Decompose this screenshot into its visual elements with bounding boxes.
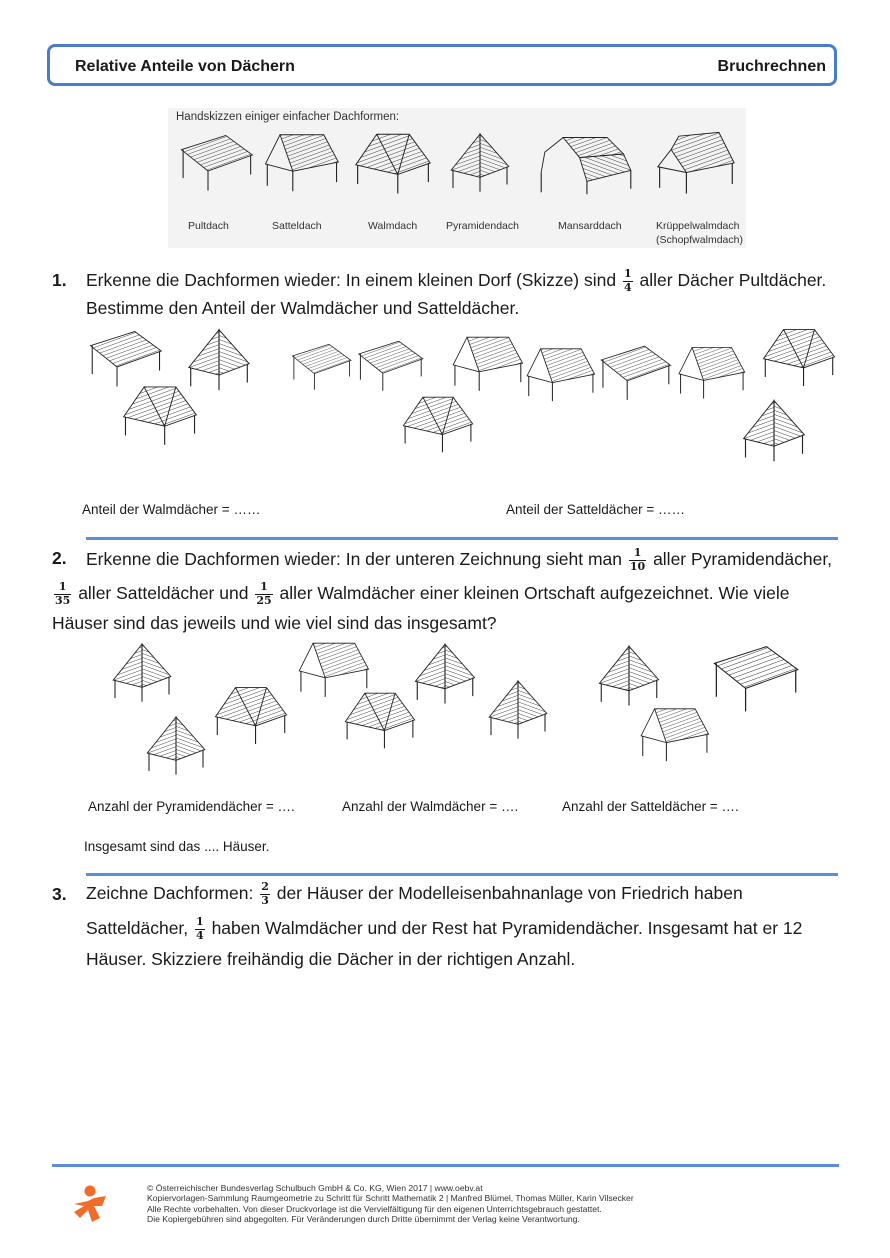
label-krueppelwalmdach: Krüppelwalmdach: [656, 220, 740, 232]
fraction: [623, 268, 633, 294]
task-text: Erkenne die Dachformen wieder: In einem kleinen Dorf (Skizze) sind: [86, 270, 617, 290]
label-pyramidendach: Pyramidendach: [446, 220, 519, 232]
answer-sattel-count[interactable]: Anzahl der Satteldächer = ….: [562, 799, 739, 814]
fraction: [255, 581, 272, 607]
sketch-heading: Handskizzen einiger einfacher Dachformen:: [176, 111, 400, 123]
answer-pyramid-count[interactable]: Anzahl der Pyramidendächer = ….: [88, 799, 295, 814]
house-pyramid: [482, 674, 554, 744]
numerator: 1: [255, 581, 272, 595]
pyramidendach-drawing: [444, 128, 516, 196]
label-satteldach: Satteldach: [272, 220, 322, 232]
house-walm: [398, 390, 478, 456]
task-number: 3.: [52, 884, 67, 904]
label-pultdach: Pultdach: [188, 220, 229, 232]
pultdach-drawing: [176, 130, 256, 196]
task-text: der Häuser der Modelleisenbahnanlage von Friedrich haben: [276, 883, 743, 903]
answer-total-houses[interactable]: Insgesamt sind das .... Häuser.: [84, 839, 270, 854]
fraction: [629, 547, 646, 573]
task-text-line: [86, 542, 856, 576]
house-pult: [354, 334, 426, 398]
task-2: [52, 542, 862, 634]
house-pult: [288, 334, 354, 400]
numerator: 1: [196, 915, 204, 929]
task-text-line: Häuser sind das jeweils und wie viel sind das insgesamt?: [52, 613, 497, 633]
task-text-line: [86, 876, 856, 910]
task-text: aller Walmdächer einer kleinen Ortschaft aufgezeichnet. Wie viele: [279, 583, 790, 603]
denominator: 10: [629, 559, 646, 573]
task-text-line: [52, 576, 822, 610]
subject-label: Bruchrechnen: [717, 58, 826, 75]
denominator: 35: [55, 593, 71, 607]
task-number: 2.: [52, 548, 67, 568]
house-walm: [118, 380, 202, 448]
roof-types-sketch: [168, 108, 746, 248]
denominator: 3: [261, 893, 269, 907]
footer-line: Kopiervorlagen-Sammlung Raumgeometrie zu Schritt für Schritt Mathematik 2 | Manfred Blümel, Thomas Müller, Karin Vilsecker: [147, 1193, 634, 1204]
answer-walm-share[interactable]: Anteil der Walmdächer = ……: [82, 502, 261, 517]
task-text: haben Walmdächer und der Rest hat Pyramidendächer. Insgesamt hat er 12: [211, 918, 803, 938]
label-walmdach: Walmdach: [368, 220, 418, 232]
krueppelwalmdach-drawing: [652, 128, 738, 196]
task-1: [52, 267, 862, 327]
footer-copyright: [147, 1183, 634, 1224]
task-text: Satteldächer,: [86, 918, 189, 938]
mansarddach-drawing: [534, 132, 638, 196]
page-title: Relative Anteile von Dächern: [75, 58, 295, 75]
publisher-logo-icon: [70, 1184, 110, 1224]
house-pyramid: [408, 638, 482, 708]
task-text-line: [86, 910, 856, 946]
task-text: aller Satteldächer und: [78, 583, 249, 603]
walmdach-drawing: [350, 128, 436, 196]
numerator: 2: [261, 880, 269, 894]
footer-line: Die Kopiergebühren sind abgegolten. Für Veränderungen durch Dritte übernimmt der Verlag keine Verantwortung.: [147, 1213, 580, 1224]
footer-separator: [52, 1164, 839, 1167]
task-text-line: Bestimme den Anteil der Walmdächer und Satteldächer.: [86, 297, 520, 318]
numerator: 1: [629, 547, 646, 561]
task-3: [52, 876, 862, 972]
footer-line: © Österreichischer Bundesverlag Schulbuch GmbH & Co. KG, Wien 2017 | www.oebv.at: [147, 1183, 483, 1193]
task-number: 1.: [52, 270, 67, 290]
task-text-line: Häuser. Skizziere freihändig die Dächer in der richtigen Anzahl.: [86, 949, 576, 969]
answer-walm-count[interactable]: Anzahl der Walmdächer = ….: [342, 799, 519, 814]
fraction: [54, 581, 71, 607]
house-pult: [596, 340, 674, 406]
fraction: [260, 881, 270, 907]
house-pyramid: [106, 636, 178, 708]
page-header: [47, 44, 837, 86]
satteldach-drawing: [260, 130, 342, 196]
numerator: 1: [623, 267, 632, 281]
task-text: aller Dächer Pultdächer.: [639, 270, 827, 290]
numerator: 1: [54, 581, 71, 595]
denominator: 4: [623, 280, 632, 294]
fraction: [195, 916, 205, 942]
footer-line: Alle Rechte vorbehalten. Von dieser Druckvorlage ist die Vervielfältigung für den eigenen Unterrichtsgebrauch gestattet.: [147, 1203, 602, 1214]
house-sattel: [636, 700, 712, 770]
house-walm: [758, 322, 840, 390]
house-sattel: [448, 332, 526, 396]
task-text-line: [86, 267, 856, 295]
answer-sattel-share[interactable]: Anteil der Satteldächer = ……: [506, 502, 685, 517]
task-text: aller Pyramidendächer,: [653, 549, 833, 569]
label-schopfwalmdach: (Schopfwalmdach): [656, 234, 743, 246]
house-pyramid: [140, 710, 212, 780]
task-text: Erkenne die Dachformen wieder: In der unteren Zeichnung sieht man: [86, 549, 622, 569]
house-sattel: [522, 342, 598, 408]
house-walm: [210, 680, 292, 748]
separator: [86, 537, 838, 540]
house-pyramid: [736, 396, 812, 464]
house-pult: [708, 642, 802, 716]
task-text: Zeichne Dachformen:: [86, 883, 254, 903]
denominator: 25: [256, 593, 272, 607]
denominator: 4: [196, 928, 204, 942]
label-mansarddach: Mansarddach: [558, 220, 622, 232]
